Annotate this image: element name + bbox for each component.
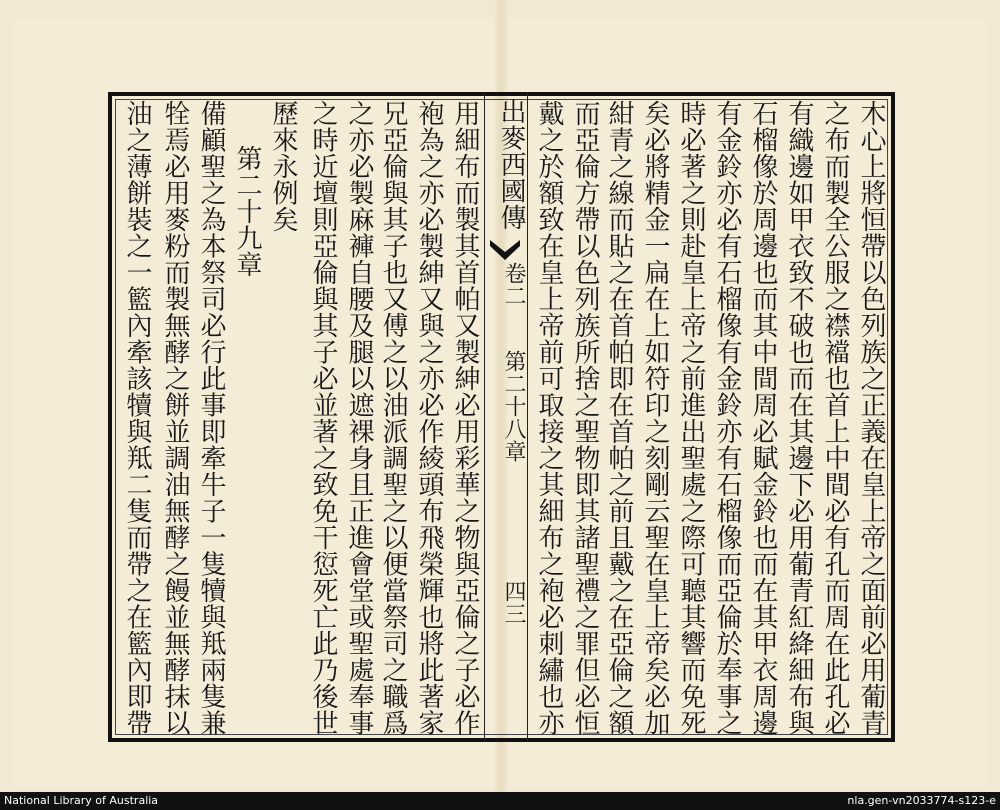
text-column: 之亦必製麻褲自腰及腿以遮裸身且正進會堂或聖處奉事	[344, 100, 374, 736]
text-column: 時必著之則赴皇上帝之前進出聖處之際可聽其響而免死	[676, 100, 706, 736]
fold-chapter-label: 第二十八章	[501, 350, 526, 463]
page-number: 四三	[501, 580, 526, 625]
text-column: 袍為之亦必製紳又與之亦必作綾頭布飛榮輝也將此著家	[414, 100, 444, 736]
text-column: 戴之於額致在皇上帝前可取接之其細布之袍必刺繡也亦	[534, 100, 564, 736]
text-column: 油之薄餅裝之一籃內牽該犢與羝二隻而帶之在籃內即帶	[122, 100, 152, 736]
text-column: 有金鈴亦必有石榴像有金鈴亦有石榴像而亞倫於奉事之	[712, 100, 742, 736]
volume-label: 卷二	[501, 262, 526, 307]
text-column: 牷焉必用麥粉而製無酵之餅並調油無酵之饅並無酵抹以	[160, 100, 190, 736]
text-column: 之布而製全公服之襟襠也首上中間必有孔而周在此孔必	[820, 100, 850, 736]
text-column: 備顧聖之為本祭司必行此事即牽牛子一隻犢與羝兩隻兼	[196, 100, 226, 736]
text-column: 歷來永例矣	[268, 100, 298, 233]
text-column: 石榴像於周邊也而其中間周必賦金鈴也而在其甲衣周邊	[748, 100, 778, 736]
chapter-heading: 第二十九章	[232, 145, 262, 278]
book-title: 出麥西國傳	[496, 98, 526, 231]
text-column: 有織邊如甲衣致不破也而在其邊下必用葡青紅絳細布與	[784, 100, 814, 736]
text-column: 用細布而製其首帕又製紳必用彩華之物與亞倫之子必作	[450, 100, 480, 736]
text-column: 之時近壇則亞倫與其子必並著之致免干愆死亡此乃後世	[308, 100, 338, 736]
fishtail-mark-icon	[488, 238, 522, 264]
text-column: 兄亞倫與其子也又傅之以油派調聖之以便當祭司之職爲	[378, 100, 408, 736]
text-column: 木心上將恒帶以色列族之正義在皇上帝之面前必用葡青	[856, 100, 886, 736]
text-column: 而亞倫方帶以色列族所捨之聖物即其諸聖禮之罪但必恒	[570, 100, 600, 736]
text-column: 紺青之線而貼之在首帕即在首帕之前且戴之在亞倫之額	[604, 100, 634, 736]
footer-institution: National Library of Australia	[4, 794, 159, 807]
footer-identifier: nla.gen-vn2033774-s123-e	[847, 794, 996, 807]
text-column: 矣必將精金一扁在上如符印之刻剛云聖在皇上帝矣必加	[640, 100, 670, 736]
